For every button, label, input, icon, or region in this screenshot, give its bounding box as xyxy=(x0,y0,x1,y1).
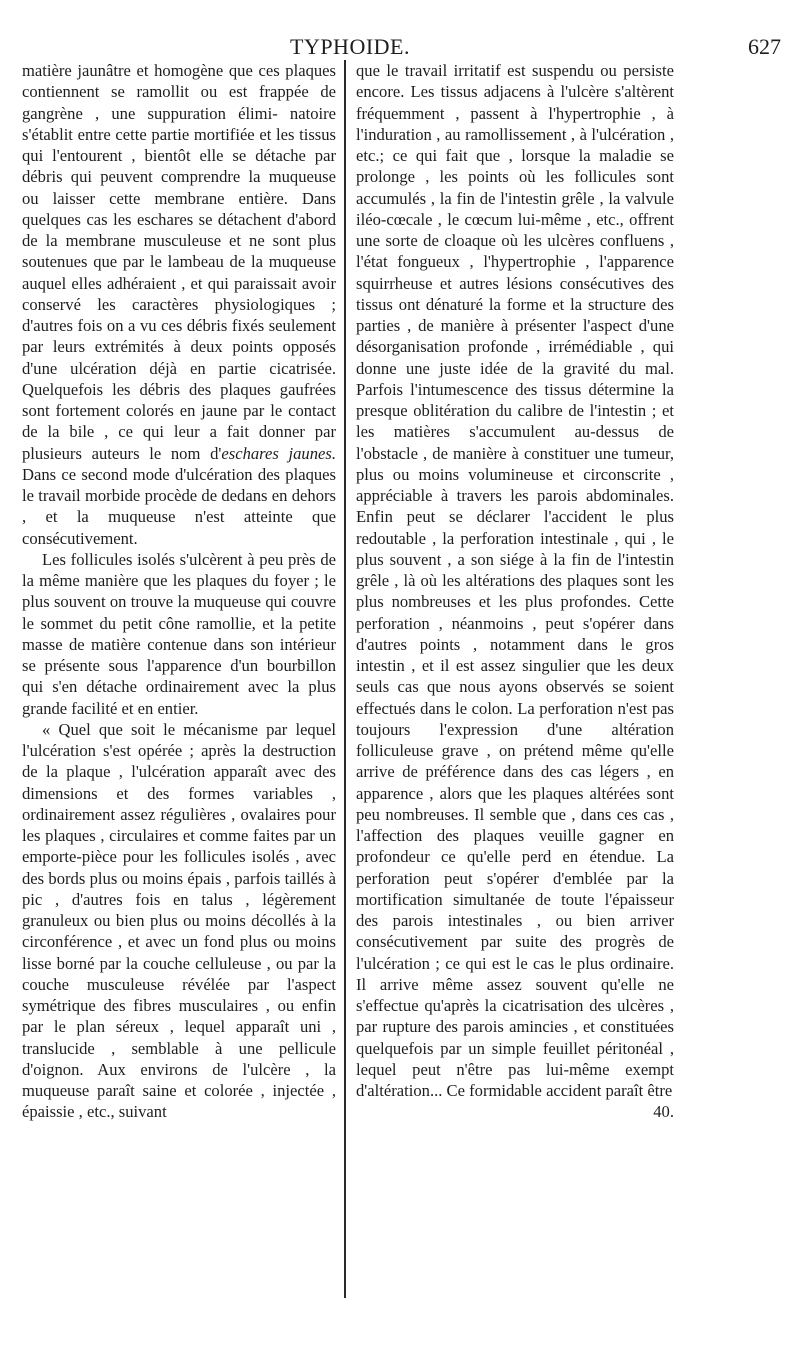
italic-term: eschares jaunes. xyxy=(221,443,336,463)
left-paragraph-2: Les follicules isolés s'ulcèrent à peu près de la même manière que les plaques du foyer ; le plus souvent on trouve la muqueuse qui couvre le sommet du petit cône ramollie, et la petite masse de matière contenue dans son intérieur se présente sous l'apparence d'un bourbillon qui s'en détache ordinairement avec la plus grande facilité et en entier. xyxy=(22,549,336,718)
right-column xyxy=(356,60,674,1123)
left-paragraph-1 xyxy=(22,60,336,549)
left-column xyxy=(22,60,336,1123)
right-paragraph-1: que le travail irritatif est suspendu ou persiste encore. Les tissus adjacens à l'ulcère s'altèrent fréquemment , passent à l'hypertrophie , à l'induration , au ramollissement , à l'ulcération , etc.; ce qui fait que , lorsque la maladie se prolonge , les points où les follicules sont accumulés , la fin de l'intestin grêle , la valvule iléo-cœcale , le cœcum lui-même , etc., offrent une sorte de cloaque où les ulcères confluens , l'état fongueux , l'hypertrophie , l'apparence squirrheuse et autres lésions consécutives des tissus ont dénaturé la forme et la structure des parties , de manière à présenter l'aspect d'une désorganisation profonde , irrémédiable , qui donne une juste idée de la gravité du mal. Parfois l'intumescence des tissus détermine la presque oblitération du calibre de l'intestin ; et les matières s'accumulent au-dessus de l'obstacle , de manière à constituer une tumeur, plus ou moins volumineuse et circonscrite , appréciable à travers les parois abdominales. Enfin peut se déclarer l'accident le plus redoutable , la perforation intestinale , qui , le plus souvent , a son siége à la fin de l'intestin grêle , là où les altérations des plaques sont les plus nombreuses et les plus profondes. Cette perforation , néanmoins , peut s'opérer dans d'autres points , notamment dans le gros intestin , et il est assez singulier que les deux seuls cas que nous ayons observés se soient effectués dans le colon. La perforation n'est pas toujours l'expression d'une altération folliculeuse grave , on prétend même qu'elle arrive de préférence dans des cas légers , en apparence , alors que les plaques altérées sont peu nombreuses. Il semble que , dans ces cas , l'affection des plaques veuille gagner en profondeur ce qu'elle perd en étendue. La perforation peut s'opérer d'emblée par la mortification simultanée de toute l'épaisseur des parois intestinales , ou bien arriver consécutivement par suite des progrès de l'ulcération ; ce qui est le cas le plus ordinaire. Il arrive même assez souvent qu'elle ne s'effectue qu'après la cicatrisation des ulcères , par rupture des parois amincies , et constituées quelquefois par un simple feuillet péritonéal , lequel peut n'être pas lui-même exempt d'altération... Ce formidable accident paraît être xyxy=(356,61,674,1100)
left-paragraph-1-end: Dans ce second mode d'ulcération des plaques le travail morbide procède de dedans en dehors , et la muqueuse n'est atteinte que consécutivement. xyxy=(22,464,336,548)
column-divider xyxy=(344,60,346,1298)
signature-mark: 40. xyxy=(653,1102,674,1122)
running-title: TYPHOIDE. xyxy=(290,34,410,59)
page-header xyxy=(0,24,800,64)
left-paragraph-1-text: matière jaunâtre et homogène que ces plaques contiennent se ramollit ou est frappée de gangrène , une suppuration élimi- natoire s'établit entre cette partie mortifiée et les tissus qui l'entourent , bientôt elle se détache par débris qui peuvent comprendre la muqueuse ou laisser cette membrane entière. Dans quelques cas les eschares se détachent d'abord de la membrane musculeuse et ne sont plus soutenues que par le lambeau de la muqueuse auquel elles adhéraient , et qui paraissait avoir conservé les caractères physiologiques ; d'autres fois on a vu ces débris fixés seulement par leurs extrémités à deux points opposés d'une ulcération déjà en partie cicatrisée. Quelquefois les débris des plaques gaufrées sont fortement colorés en jaune par le contact de la bile , ce qui leur a fait donner par plusieurs auteurs le nom d' xyxy=(22,61,336,463)
left-paragraph-3: « Quel que soit le mécanisme par lequel l'ulcération s'est opérée ; après la destruction de la plaque , l'ulcération apparaît avec des dimensions et des formes variables , ordinairement assez régulières , ovalaires pour les plaques , circulaires et comme faites par un emporte-pièce pour les follicules isolés , avec des bords plus ou moins épais , parfois taillés à pic , d'autres fois en talus , légèrement granuleux ou bien plus ou moins décollés à la circonférence , et avec un fond plus ou moins lisse borné par la couche celluleuse , ou par la couche musculeuse révélée par l'aspect symétrique des fibres musculaires , ou enfin par le plan séreux , lequel apparaît uni , translucide , semblable à une pellicule d'oignon. Aux environs de l'ulcère , la muqueuse paraît saine et colorée , injectée , épaissie , etc., suivant xyxy=(22,719,336,1122)
page-number: 627 xyxy=(748,34,781,59)
